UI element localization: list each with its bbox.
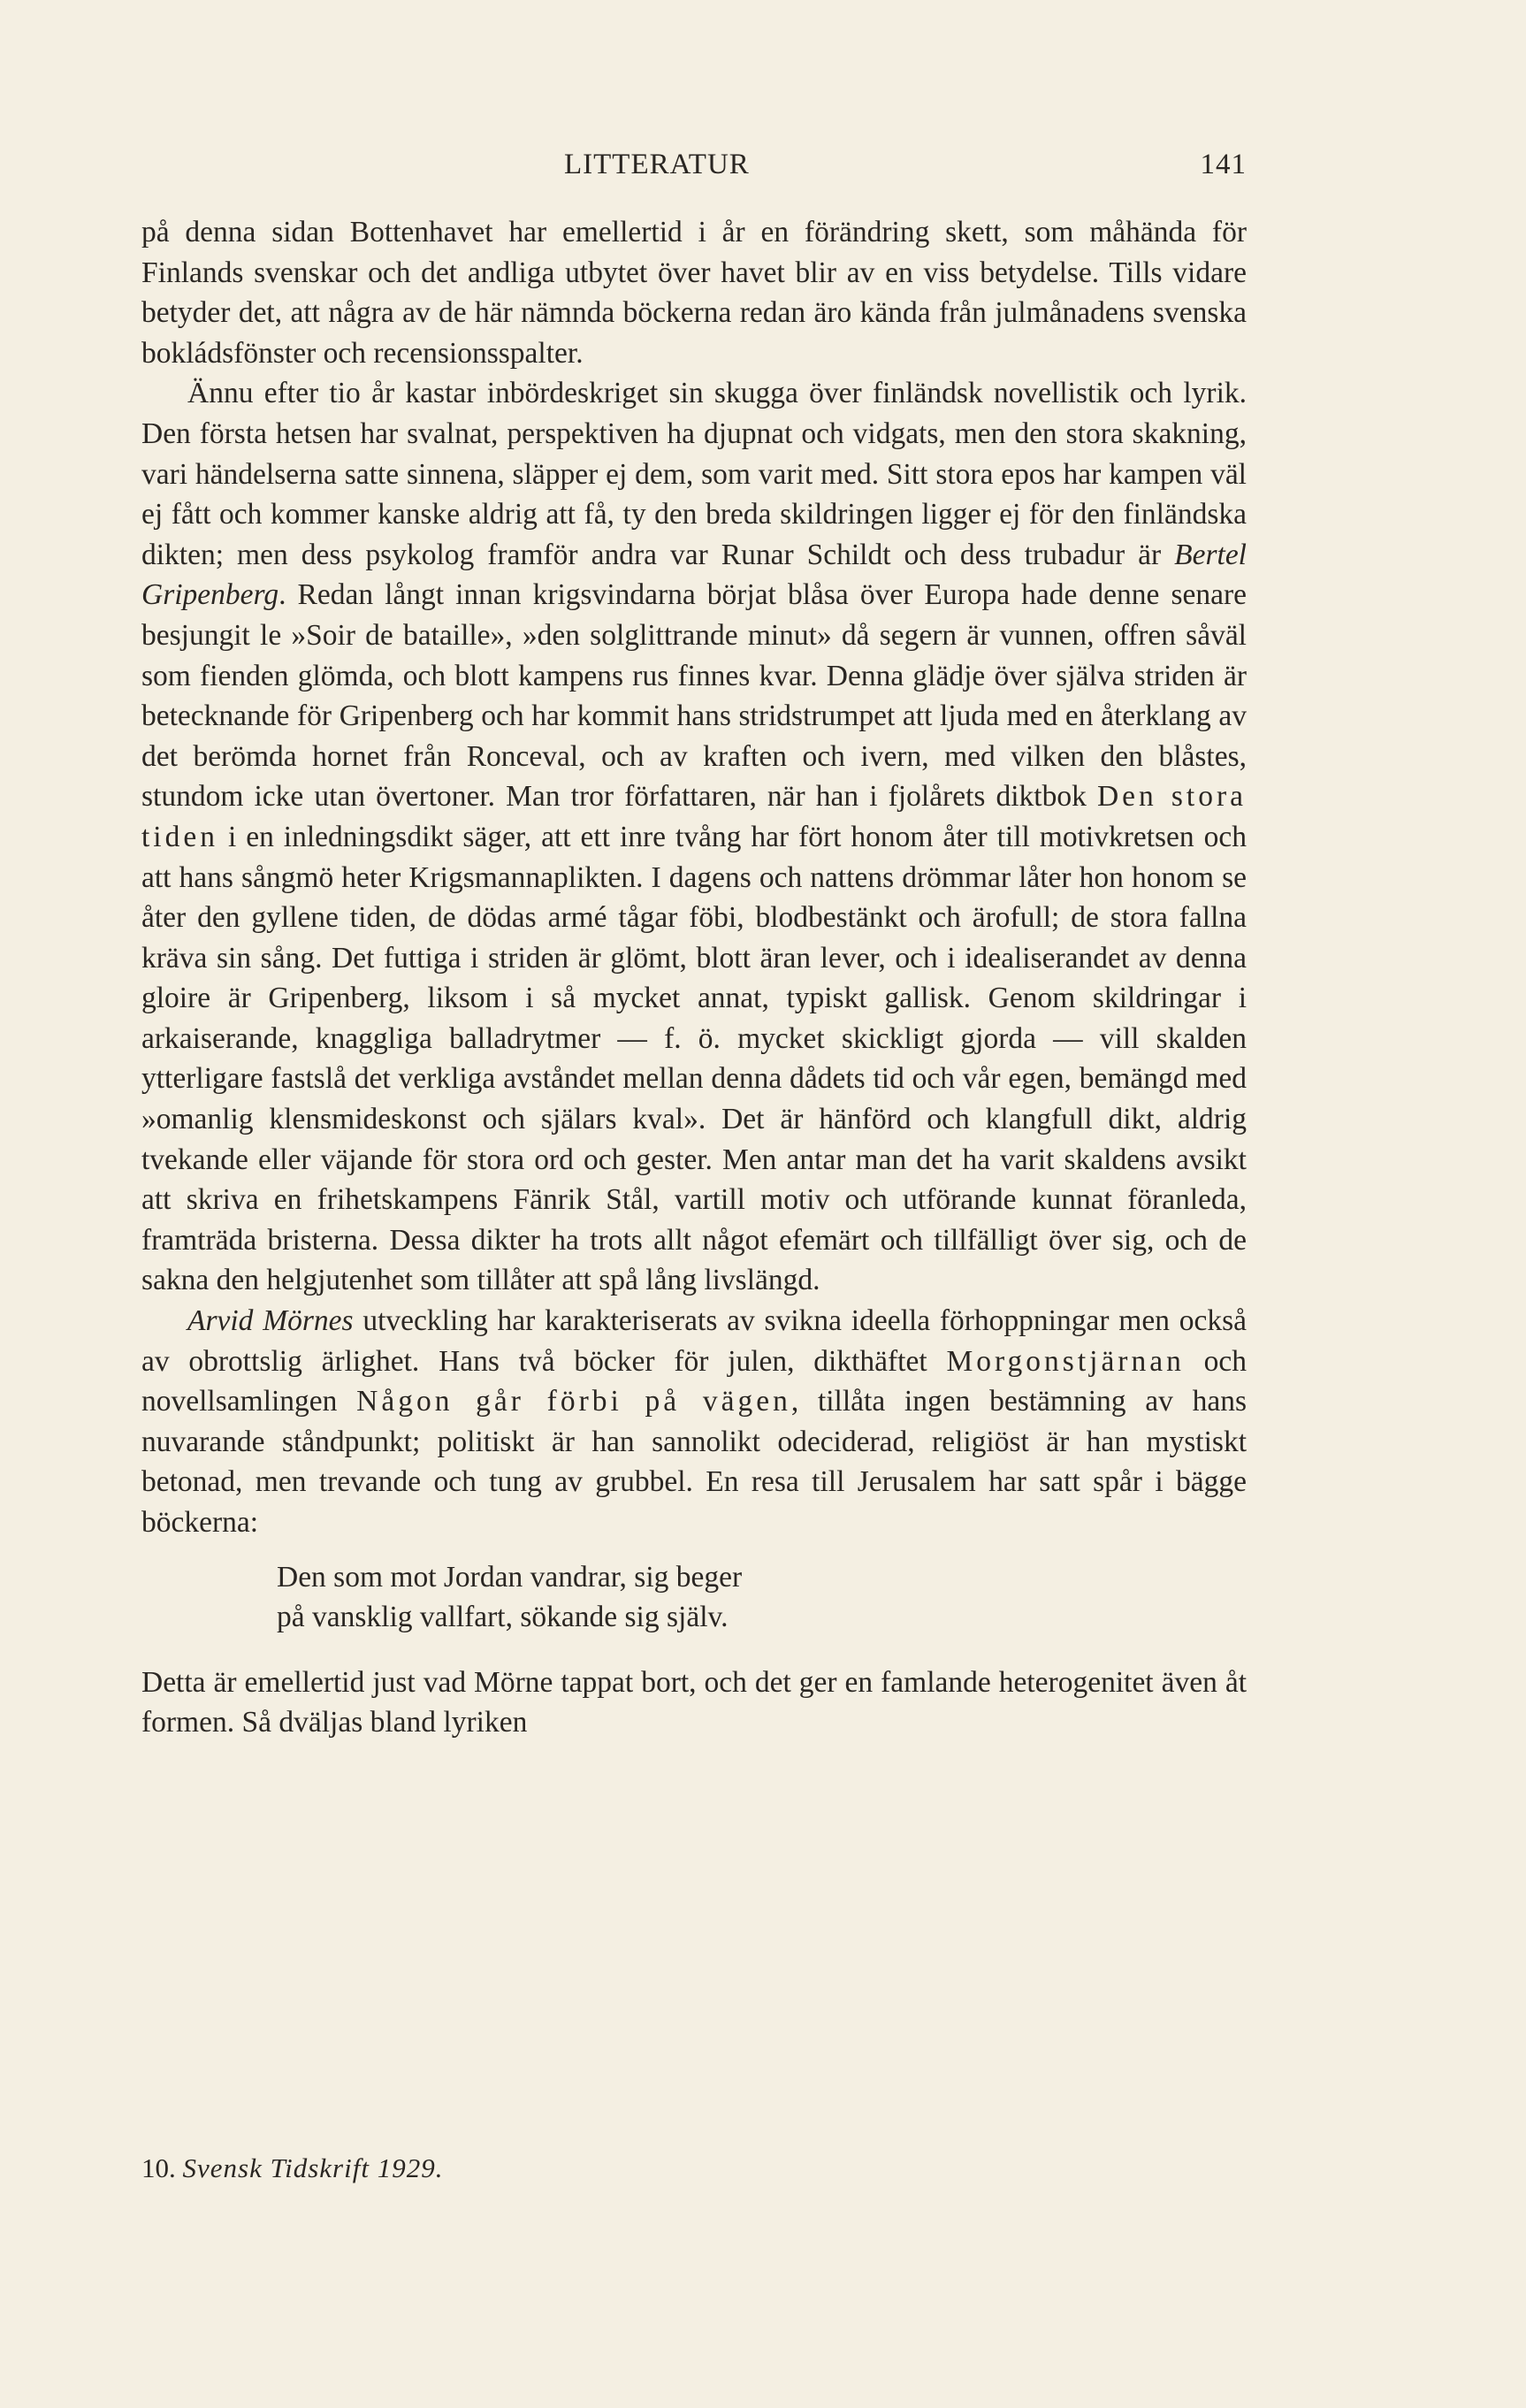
paragraph-2 [141, 373, 1247, 1301]
paragraph-3-part-b: och novellsamlingen [141, 1344, 1247, 1418]
page-footer [141, 2152, 443, 2184]
journal-name: Svensk Tidskrift 1929. [182, 2152, 444, 2183]
paragraph-4: Detta är emellertid just vad Mörne tappat bort, och det ger en famlande heterogenitet även åt formen. Så dväljas bland lyriken [141, 1665, 1247, 1739]
paragraph-2-part-c: i en inledningsdikt säger, att ett inre tvång har fört honom åter till motivkretsen och att hans sångmö heter Krigsmannaplikten. I dagens och nattens drömmar låter hon honom se åter den gyllene tiden, de dödas armé tågar föbi, blodbestänkt och ärofull; de stora fallna kräva sin sång. Det futtiga i striden är glömt, blott äran lever, och i idealiserandet av denna gloire är Gripenberg, liksom i så mycket annat, typiskt gallisk. Genom skildringar i arkaiserande, knaggliga balladrytmer — f. ö. mycket skickligt gjorda — vill skalden ytterligare fastslå det verkliga avståndet mellan denna dådets tid och vår egen, bemängd med »omanlig klensmideskonst och själars kval». Det är hänförd och klangfull dikt, aldrig tvekande eller väjande för stora ord och gester. Men antar man det ha varit skaldens avsikt att skriva en frihetskampens Fänrik Stål, vartill motiv och utförande kunnat föranleda, framträda bristerna. Dessa dikter ha trots allt något efemärt och tillfälligt över sig, och de sakna den helgjutenhet som tillåter att spå lång livslängd. [141, 820, 1247, 1297]
page-number: 141 [1200, 149, 1247, 180]
verse-line-2: på vansklig vallfart, sökande sig själv. [277, 1601, 729, 1634]
paragraph-1: på denna sidan Bottenhavet har emellertid i år en förändring skett, som måhända för Finlands svenskar och det andliga utbytet över havet blir av en viss betydelse. Tills vidare betyder det, att några av de här nämnda böckerna redan äro kända från julmånadens svenska bokládsfönster och recensionsspalter. [141, 216, 1247, 370]
author-name-mornes: Arvid Mörnes [187, 1304, 354, 1338]
paragraph-2-part-a: Ännu efter tio år kastar inbördeskriget sin skugga över finländsk novellistik och lyrik. Den första hetsen har svalnat, perspektiven ha djupnat och vidgats, men den stora skakning, vari händelserna satte sinnena, släpper ej dem, som varit med. Sitt stora epos har kampen väl ej fått och kommer kanske aldrig att få, ty den breda skildringen ligger ej för den finländska dikten; men dess psykolog framför andra var Runar Schildt och dess trubadur är [141, 377, 1247, 571]
book-title-den-stora-tiden: Den stora tiden [141, 780, 1247, 853]
paragraph-3-part-c: , tillåta ingen bestämning av hans nuvarande ståndpunkt; politiskt är han sannolikt odeciderad, religiöst är han mystiskt betonad, men trevande och tung av grubbel. En resa till Jerusalem har satt spår i bägge böckerna: [141, 1385, 1247, 1539]
running-title: LITTERATUR [564, 149, 750, 180]
body-text [141, 212, 1247, 1743]
verse-quote [277, 1557, 1247, 1638]
paragraph-3-part-a: utveckling har karakteriserats av svikna ideella förhoppningar men också av obrottslig ärlighet. Hans två böcker för julen, dikthäftet [141, 1304, 1247, 1378]
author-name-gripenberg: Bertel Gripenberg [141, 538, 1247, 612]
paragraph-3 [141, 1301, 1247, 1543]
book-title-morgonstjarnan: Morgonstjärnan [946, 1344, 1185, 1378]
verse-line-1: Den som mot Jordan vandrar, sig beger [277, 1560, 743, 1594]
signature-number: 10. [141, 2152, 176, 2183]
page-header [141, 149, 1247, 189]
paragraph-2-part-b: . Redan långt innan krigsvindarna börjat blåsa över Europa hade denne senare besjungit le »Soir de bataille», »den solglittrande minut» då segern är vunnen, offren såväl som fienden glömda, och blott kampens rus finnes kvar. Denna glädje över själva striden är betecknande för Gripenberg och har kommit hans stridstrumpet att ljuda med en återklang av det berömda hornet från Ronceval, och av kraften och ivern, med vilken den blåstes, stundom icke utan övertoner. Man tror författaren, när han i fjolårets diktbok [141, 578, 1247, 814]
book-title-nagon-gar-forbi: Någon går förbi på vägen [356, 1385, 791, 1418]
